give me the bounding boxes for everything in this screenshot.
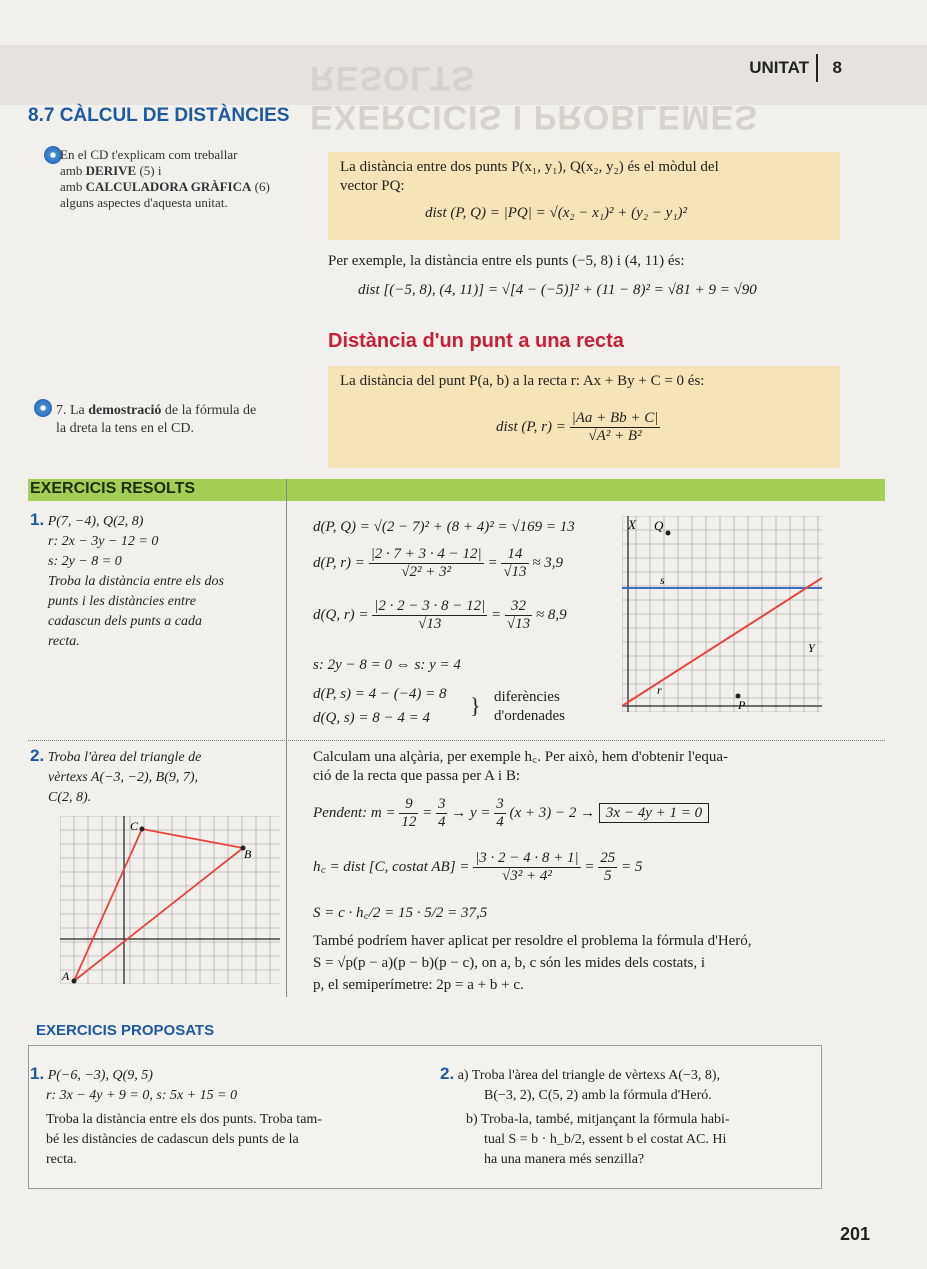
distance-definition-text: La distància entre dos punts P(x₁, y₁), Q(x₂, y₂) és el mòdul del vector PQ: — [340, 159, 719, 194]
example-text: Per exemple, la distància entre els punts (−5, 8) i (4, 11) és: — [328, 253, 685, 269]
point-p-label: P — [738, 698, 746, 712]
vertex-a-label: A — [62, 969, 70, 983]
exercicis-proposats-title: EXERCICIS PROPOSATS — [36, 1022, 215, 1039]
point-line-title: Distància d'un punt a una recta — [328, 330, 624, 352]
graph-exercise-1 — [622, 516, 822, 712]
solution-s-line: s: 2y − 8 = 0 ⇔ s: y = 4 — [313, 657, 461, 673]
column-divider — [286, 479, 287, 997]
brace: } — [470, 693, 481, 718]
unit-separator — [816, 54, 818, 82]
line-r-label: r — [657, 683, 662, 697]
exercise-divider — [28, 740, 885, 741]
triangle-abc — [74, 829, 243, 981]
boxed-equation: 3x − 4y + 1 = 0 — [599, 803, 709, 823]
unit-label: UNITAT — [749, 58, 809, 77]
solution-d-pq: d(P, Q) = √(2 − 7)² + (8 + 4)² = √169 = 13 — [313, 519, 575, 535]
vertex-a — [72, 979, 77, 984]
resolved-exercise-2: 2. Troba l'àrea del triangle de vèrtexs A(−3, −2), B(9, 7), C(2, 8). — [30, 746, 202, 805]
point-q-label: Q — [654, 518, 664, 533]
point-q — [666, 531, 671, 536]
graph-exercise-2 — [60, 816, 280, 984]
solution-2-slope: Pendent: m = $\frac{9}{12}$ = $\frac{3}{4}$ → y = $\frac{3}{4}$ (x + 3) − 2 → 3x − 4y + 1 = 0 — [313, 796, 709, 831]
axis-y-label: Y — [808, 641, 815, 655]
page-number: 201 — [840, 1224, 871, 1244]
cd-icon — [34, 399, 52, 417]
sidebar-note-2: 7. La demostració de la fórmula de la dreta la tens en el CD. — [56, 403, 257, 436]
solution-d-ps: d(P, s) = 4 − (−4) = 8 — [313, 686, 447, 702]
line-s-label: s — [660, 573, 665, 587]
solution-2-area: S = c · h꜀/2 = 15 · 5/2 = 37,5 — [313, 905, 488, 921]
point-line-text: La distància del punt P(a, b) a la recta r: Ax + By + C = 0 és: — [340, 373, 705, 389]
ghost-heading: EXERCICIS I PROBLEMES RESOLTS — [310, 59, 758, 136]
vertex-c — [140, 827, 145, 832]
exercicis-resolts-title: EXERCICIS RESOLTS — [30, 480, 196, 497]
distance-formula: dist (P, Q) = |PQ| = √(x₂ − x₁)² + (y₂ − y₁)² — [425, 205, 688, 221]
unit-number: 8 — [832, 58, 842, 77]
solution-d-qs: d(Q, s) = 8 − 4 = 4 — [313, 710, 431, 726]
solution-d-qr: d(Q, r) = $\frac{|2 \cdot 2 - 3 \cdot 8 - 12|}{√13}$ = $\frac{32}{√13}$ ≈ 8,9 — [313, 598, 567, 632]
proposed-exercise-1: 1. P(−6, −3), Q(9, 5) r: 3x − 4y + 9 = 0, s: 5x + 15 = 0 Troba la distància entre els dos punts. Troba tam- bé les distàncies de cadascun dels punts de la recta. — [30, 1064, 322, 1167]
point-line-formula: dist (P, r) = $\frac{|Aa + Bb + C|}{\text{√A² + B²}}$ — [496, 410, 659, 444]
vertex-b-label: B — [244, 847, 252, 861]
solution-2-height: h꜀ = dist [C, costat AB] = $\frac{|3 \cdot 2 - 4 \cdot 8 + 1|}{\text{√3² + 4²}}$ = $\frac{25}{5}$ = 5 — [313, 850, 643, 884]
sidebar-note-1: En el CD t'explicam com treballar amb DERIVE (5) i amb CALCULADORA GRÀFICA (6) alguns aspectes d'aquesta unitat. — [60, 147, 270, 210]
solution-d-pr: d(P, r) = $\frac{|2 \cdot 7 + 3 \cdot 4 - 12|}{\text{√2² + 3²}}$ = $\frac{14}{√13}$ ≈ 3,9 — [313, 546, 564, 580]
example-formula: dist [(−5, 8), (4, 11)] = √[4 − (−5)]² + (11 − 8)² = √81 + 9 = √90 — [358, 282, 757, 298]
section-title: 8.7 CÀLCUL DE DISTÀNCIES — [28, 105, 290, 126]
solution-2-heron: També podríem haver aplicat per resoldre el problema la fórmula d'Heró, S = √p(p − a)(p − b)(p − c), on a, b, c són les mides dels costats, i p, el semiperímetre: 2p = a + b + c. — [313, 933, 752, 993]
solution-2-intro: Calculam una alçària, per exemple h꜀. Per això, hem d'obtenir l'equa- ció de la recta que passa per A i B: — [313, 749, 729, 784]
vertex-c-label: C — [130, 819, 139, 833]
axis-x-label: X — [628, 517, 636, 532]
proposed-exercise-2: 2. a) Troba l'àrea del triangle de vèrtexs A(−3, 8), B(−3, 2), C(5, 2) amb la fórmula d'Heró. b) Troba-la, també, mitjançant la fórmula habi- tual S = b · h_b/2, essent b el costat AC. Hi ha una manera més senzilla? — [440, 1064, 730, 1167]
resolved-exercise-1: 1. P(7, −4), Q(2, 8) r: 2x − 3y − 12 = 0 s: 2y − 8 = 0 Troba la distància entre els dos punts i les distàncies entre cadascun dels punts a cada recta. — [30, 510, 224, 649]
brace-caption: diferències d'ordenades — [494, 689, 566, 724]
